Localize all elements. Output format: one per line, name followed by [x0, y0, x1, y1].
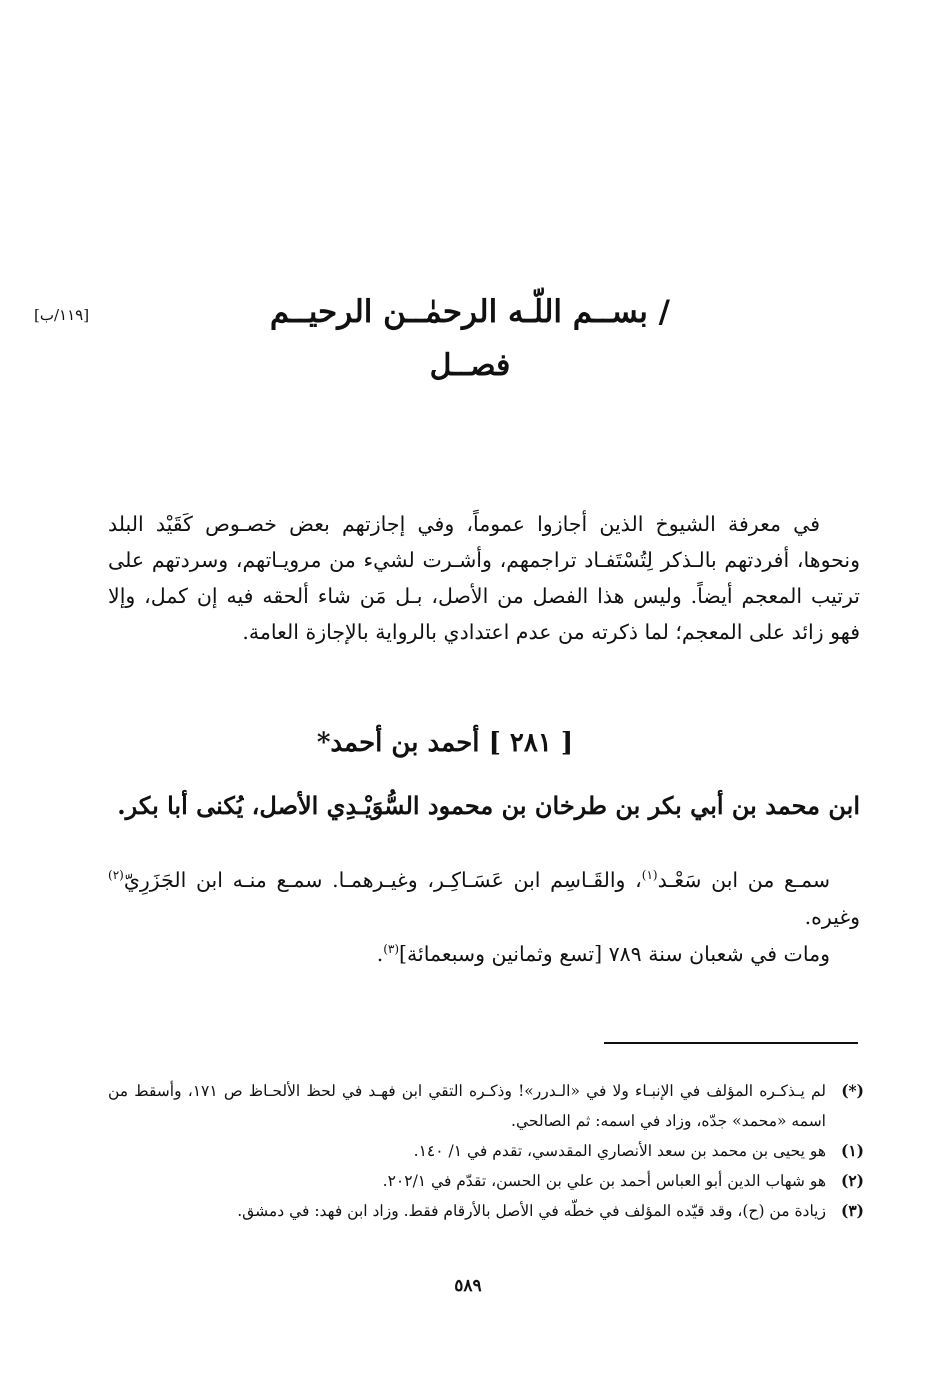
footnote-separator [604, 1042, 858, 1044]
death-paragraph [108, 936, 860, 973]
footnote-ref-1: (١) [641, 868, 658, 883]
footnote-text: زيادة من (ح)، وقد قيّده المؤلف في خطّه في الأصل بالأرقام فقط. وزاد ابن فهد: في دمشق. [237, 1202, 826, 1220]
folio-marker: [١١٩/ب] [34, 306, 90, 324]
entry-body [108, 862, 860, 973]
footnote-3 [108, 1196, 864, 1226]
footnote-ref-2: (٢) [108, 868, 124, 883]
footnote-marker: (٢) [840, 1171, 864, 1190]
page-number: ٥٨٩ [454, 1276, 482, 1296]
section-title: فصــل [429, 348, 511, 383]
footnote-text: هو شهاب الدين أبو العباس أحمد بن علي بن الحسن، تقدّم في ٢٠٢/١. [382, 1172, 826, 1190]
entry-lineage: ابن محمد بن أبي بكر بن طرخان بن محمود السُّوَيْـدِي الأصل، يُكنى أبا بكر. [117, 791, 860, 820]
footnote-star [108, 1076, 864, 1136]
footnote-text: هو يحيى بن محمد بن سعد الأنصاري المقدسي، تقدم في ١/ ١٤٠. [413, 1142, 826, 1160]
footnote-ref-3: (٣) [383, 942, 400, 957]
entry-heading [150, 728, 740, 758]
footnote-2 [108, 1166, 864, 1196]
footnote-marker: (٣) [840, 1201, 864, 1220]
intro-paragraph [108, 506, 860, 650]
footnote-marker: (١) [840, 1141, 864, 1160]
death-text-end: . [376, 942, 384, 966]
footnote-1 [108, 1136, 864, 1166]
heard-from-paragraph [108, 862, 860, 936]
footnote-marker: (*) [841, 1081, 864, 1100]
heard-from-text-1: سمـع من ابن سَعْـد [657, 868, 830, 892]
footnote-text: لم يـذكـره المؤلف في الإنبـاء ولا في «الـدرر»! وذكـره التقي ابن فهـد في لحظ الألحـاظ ص ١٧١، وأسقط من اسمه «محمد» جدّه، وزاد في اسمه: ثم الصالحي. [108, 1082, 827, 1130]
heard-from-text-2: ، والقَـاسِم ابن عَسَـاكِـر، وغيـرهمـا. سمـع منـه ابن الجَزَرِيّ [123, 868, 642, 892]
entry-name: أحمد بن أحمد* [316, 728, 480, 758]
entry-number: [ ٢٨١ ] [488, 728, 574, 758]
heard-from-text-3: وغيره. [804, 905, 860, 929]
footnotes [108, 1076, 864, 1226]
intro-text: في معرفة الشيوخ الذين أجازوا عموماً، وفي إجازتهم بعض خصـوص كَقَيْد البلد ونحوها، أفردتهم بالـذكر لِتُسْتَفـاد تراجمهم، وأشـرت لشيء من مرويـاتهم، وسردتهم على ترتيب المعجم أيضاً. وليس هذا الفصل من الأصل، بـل مَن شاء ألحقه فيه إن كمل، وإلا فهو زائد على المعجم؛ لما ذكرته من عدم اعتدادي بالرواية بالإجازة العامة. [108, 512, 860, 644]
death-text: ومات في شعبان سنة ٧٨٩ [تسع وثمانين وسبعمائة] [399, 942, 830, 966]
basmala-heading: / بســم اللّـه الرحمٰــن الرحيــم [269, 294, 670, 330]
